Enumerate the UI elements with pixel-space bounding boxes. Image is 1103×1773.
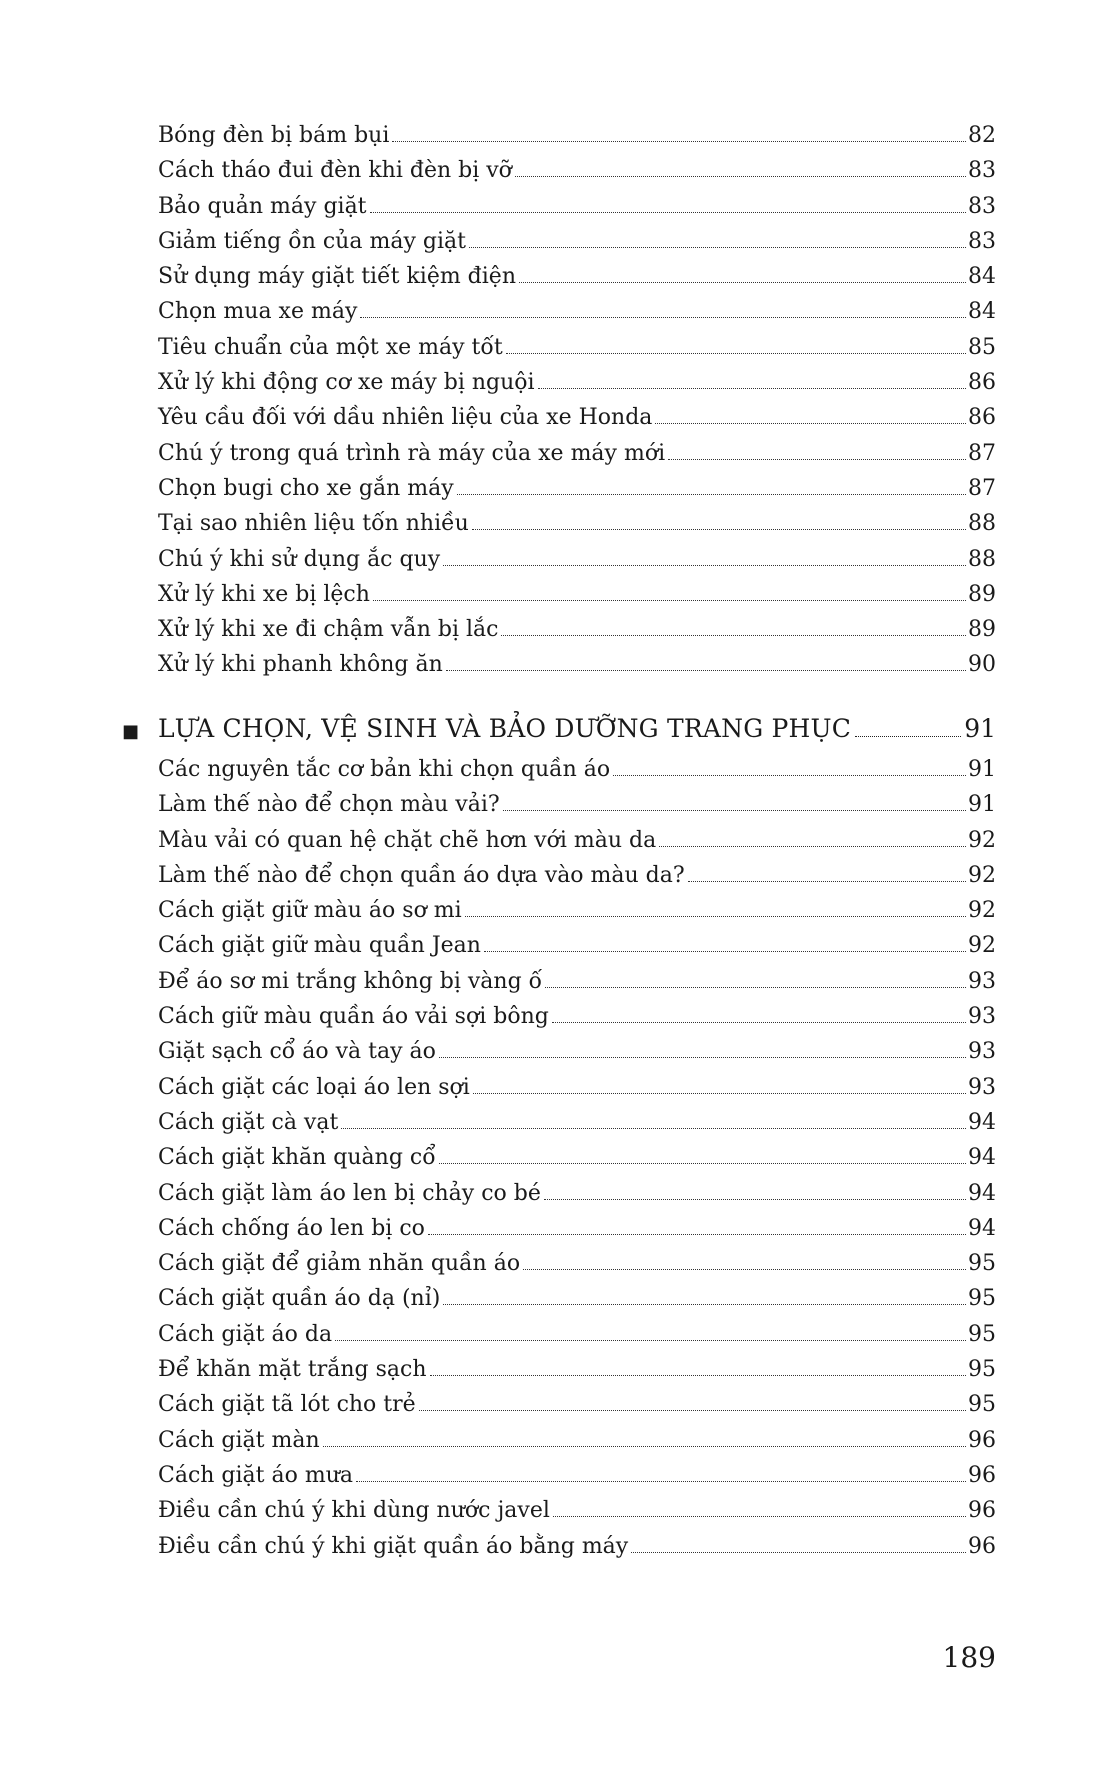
section-heading xyxy=(122,709,996,752)
toc-entry xyxy=(158,1423,996,1458)
toc-entry-title: Xử lý khi xe bị lệch xyxy=(158,581,370,607)
toc-entry xyxy=(158,1140,996,1175)
toc-entry-page: 95 xyxy=(968,1321,996,1347)
toc-entry xyxy=(158,400,996,435)
dot-leader xyxy=(544,1199,966,1200)
toc-entry-page: 94 xyxy=(968,1145,996,1171)
toc-entry xyxy=(158,1281,996,1316)
dot-leader xyxy=(439,1057,966,1058)
toc-entry-title: Cách giặt khăn quàng cổ xyxy=(158,1145,436,1171)
toc-entry-title: Cách giặt làm áo len bị chảy co bé xyxy=(158,1180,541,1206)
toc-entry-page: 85 xyxy=(968,334,996,360)
dot-leader xyxy=(472,529,966,530)
dot-leader xyxy=(506,353,966,354)
toc-entry xyxy=(158,436,996,471)
dot-leader xyxy=(469,247,966,248)
toc-entry-title: Cách tháo đui đèn khi đèn bị vỡ xyxy=(158,158,512,184)
toc-entry xyxy=(158,153,996,188)
toc-entry-title: Bảo quản máy giặt xyxy=(158,193,367,219)
toc-entry-title: Làm thế nào để chọn quần áo dựa vào màu da? xyxy=(158,862,685,888)
dot-leader xyxy=(688,881,966,882)
toc-entry-title: Chọn bugi cho xe gắn máy xyxy=(158,475,454,501)
toc-entry-title: Bóng đèn bị bám bụi xyxy=(158,123,390,148)
toc-entry xyxy=(158,1070,996,1105)
dot-leader xyxy=(430,1375,967,1376)
toc-entry-page: 83 xyxy=(968,193,996,219)
toc-entry xyxy=(158,259,996,294)
toc-entry xyxy=(158,1317,996,1352)
toc-entry-title: Các nguyên tắc cơ bản khi chọn quần áo xyxy=(158,757,611,782)
toc-entry-page: 91 xyxy=(968,792,996,818)
toc-entry xyxy=(158,1034,996,1069)
dot-leader xyxy=(519,282,966,283)
toc-entry xyxy=(158,1387,996,1422)
toc-entry xyxy=(158,365,996,400)
toc-entry xyxy=(158,1211,996,1246)
toc-entry-title: Cách chống áo len bị co xyxy=(158,1215,425,1241)
dot-leader xyxy=(356,1481,966,1482)
dot-leader xyxy=(538,388,966,389)
toc-entry-page: 84 xyxy=(968,264,996,290)
toc-entry-page: 96 xyxy=(968,1533,996,1559)
toc-entry-page: 91 xyxy=(968,757,996,782)
toc-entry-title: Cách giặt giữ màu áo sơ mi xyxy=(158,898,462,924)
dot-leader xyxy=(545,987,966,988)
toc-entry-title: Cách giặt màn xyxy=(158,1427,320,1453)
dot-leader xyxy=(443,1304,966,1305)
toc-entry-title: Điều cần chú ý khi dùng nước javel xyxy=(158,1498,550,1524)
dot-leader xyxy=(855,736,961,737)
toc-entry-title: Cách giặt áo da xyxy=(158,1321,333,1347)
dot-leader xyxy=(335,1340,966,1341)
toc-entry-title: Cách giặt để giảm nhăn quần áo xyxy=(158,1251,521,1277)
toc-entry-page: 94 xyxy=(968,1180,996,1206)
dot-leader xyxy=(392,141,966,142)
square-bullet-icon: ■ xyxy=(122,721,140,742)
dot-leader xyxy=(503,810,966,811)
toc-entry-page: 93 xyxy=(968,1074,996,1100)
toc-entry-title: Để áo sơ mi trắng không bị vàng ố xyxy=(158,968,543,994)
toc-entry-page: 89 xyxy=(968,581,996,607)
toc-entry-title: Chú ý khi sử dụng ắc quy xyxy=(158,546,441,572)
toc-entry-title: Điều cần chú ý khi giặt quần áo bằng máy xyxy=(158,1533,629,1559)
toc-entry-title: Tiêu chuẩn của một xe máy tốt xyxy=(158,334,503,360)
toc-entry-title: Cách giặt tã lót cho trẻ xyxy=(158,1392,416,1418)
toc-entry-page: 87 xyxy=(968,440,996,466)
toc-entry xyxy=(158,647,996,682)
toc-entry-page: 93 xyxy=(968,968,996,994)
toc-entry-title: Để khăn mặt trắng sạch xyxy=(158,1357,427,1383)
toc-list-group-1 xyxy=(158,118,996,683)
toc-entry-title: Làm thế nào để chọn màu vải? xyxy=(158,792,500,818)
toc-entry-title: Cách giặt áo mưa xyxy=(158,1462,354,1488)
dot-leader xyxy=(523,1269,966,1270)
toc-entry xyxy=(158,1176,996,1211)
toc-entry-title: Xử lý khi xe đi chậm vẫn bị lắc xyxy=(158,617,499,643)
toc-entry xyxy=(158,189,996,224)
toc-entry xyxy=(158,577,996,612)
toc-entry xyxy=(158,1246,996,1281)
toc-entry-page: 86 xyxy=(968,370,996,396)
toc-entry-title: Chú ý trong quá trình rà máy của xe máy mới xyxy=(158,440,666,466)
toc-entry xyxy=(158,823,996,858)
toc-entry-page: 92 xyxy=(968,898,996,924)
toc-entry-page: 92 xyxy=(968,862,996,888)
toc-entry-page: 93 xyxy=(968,1004,996,1030)
toc-entry-page: 86 xyxy=(968,405,996,431)
toc-entry xyxy=(158,858,996,893)
page-number: 189 xyxy=(942,1641,996,1674)
toc-entry-title: Yêu cầu đối với dầu nhiên liệu của xe Honda xyxy=(158,405,653,431)
toc-entry-page: 90 xyxy=(968,652,996,678)
toc-entry-page: 88 xyxy=(968,546,996,572)
toc-entry xyxy=(158,224,996,259)
dot-leader xyxy=(655,423,966,424)
dot-leader xyxy=(631,1552,966,1553)
toc-entry xyxy=(158,1529,996,1564)
toc-entry-page: 82 xyxy=(968,123,996,148)
toc-entry-page: 96 xyxy=(968,1462,996,1488)
toc-entry xyxy=(158,787,996,822)
dot-leader xyxy=(323,1446,966,1447)
dot-leader xyxy=(360,317,966,318)
toc-entry-title: Cách giặt các loại áo len sợi xyxy=(158,1074,470,1100)
toc-entry xyxy=(158,1105,996,1140)
toc-entry xyxy=(158,1352,996,1387)
toc-entry-title: Cách giặt cà vạt xyxy=(158,1109,339,1135)
dot-leader xyxy=(613,775,966,776)
toc-entry-title: Cách giặt giữ màu quần Jean xyxy=(158,933,481,959)
dot-leader xyxy=(446,670,966,671)
toc-list-group-2 xyxy=(158,752,996,1564)
toc-entry-page: 83 xyxy=(968,158,996,184)
toc-entry-page: 96 xyxy=(968,1427,996,1453)
toc-entry-title: Tại sao nhiên liệu tốn nhiều xyxy=(158,511,469,537)
toc-entry-page: 84 xyxy=(968,299,996,325)
dot-leader xyxy=(473,1093,966,1094)
toc-entry-title: Chọn mua xe máy xyxy=(158,299,358,325)
toc-entry-page: 87 xyxy=(968,475,996,501)
dot-leader xyxy=(659,846,966,847)
toc-entry-title: Giảm tiếng ồn của máy giặt xyxy=(158,228,466,254)
section-title: LỰA CHỌN, VỆ SINH VÀ BẢO DƯỠNG TRANG PHỤC xyxy=(158,714,852,743)
toc-entry xyxy=(158,964,996,999)
toc-entry-page: 88 xyxy=(968,511,996,537)
toc-entry xyxy=(158,118,996,153)
toc-entry-page: 93 xyxy=(968,1039,996,1065)
toc-entry xyxy=(158,999,996,1034)
toc-entry-title: Cách giặt quần áo dạ (nỉ) xyxy=(158,1286,441,1312)
dot-leader xyxy=(515,176,966,177)
toc-entry xyxy=(158,928,996,963)
toc-entry-page: 95 xyxy=(968,1286,996,1312)
toc-entry xyxy=(158,893,996,928)
toc-entry-title: Màu vải có quan hệ chặt chẽ hơn với màu da xyxy=(158,827,657,853)
toc-entry-page: 96 xyxy=(968,1498,996,1524)
toc-entry-title: Cách giữ màu quần áo vải sợi bông xyxy=(158,1004,549,1030)
toc-entry-title: Sử dụng máy giặt tiết kiệm điện xyxy=(158,264,516,290)
dot-leader xyxy=(428,1234,966,1235)
toc-entry-title: Xử lý khi phanh không ăn xyxy=(158,652,443,678)
dot-leader xyxy=(553,1516,966,1517)
toc-entry xyxy=(158,330,996,365)
toc-entry xyxy=(158,542,996,577)
toc-entry-page: 89 xyxy=(968,617,996,643)
toc-entry xyxy=(158,294,996,329)
dot-leader xyxy=(419,1410,966,1411)
toc-entry-title: Xử lý khi động cơ xe máy bị nguội xyxy=(158,370,535,396)
dot-leader xyxy=(501,635,966,636)
dot-leader xyxy=(373,600,966,601)
section-page-number: 91 xyxy=(964,714,996,743)
toc-entry-page: 92 xyxy=(968,827,996,853)
dot-leader xyxy=(439,1163,966,1164)
toc-entry xyxy=(158,1458,996,1493)
toc-entry xyxy=(158,612,996,647)
toc-entry-page: 95 xyxy=(968,1392,996,1418)
dot-leader xyxy=(668,459,966,460)
toc-entry-page: 95 xyxy=(968,1251,996,1277)
toc-entry-page: 83 xyxy=(968,228,996,254)
toc-entry-page: 94 xyxy=(968,1215,996,1241)
dot-leader xyxy=(465,916,966,917)
dot-leader xyxy=(484,951,966,952)
dot-leader xyxy=(457,494,966,495)
toc-entry-page: 92 xyxy=(968,933,996,959)
toc-entry xyxy=(158,752,996,787)
toc-entry-page: 95 xyxy=(968,1357,996,1383)
toc-entry-page: 94 xyxy=(968,1109,996,1135)
toc-entry-title: Giặt sạch cổ áo và tay áo xyxy=(158,1039,436,1065)
dot-leader xyxy=(341,1128,966,1129)
dot-leader xyxy=(552,1022,966,1023)
dot-leader xyxy=(443,565,966,566)
toc-entry xyxy=(158,1493,996,1528)
toc-entry xyxy=(158,506,996,541)
dot-leader xyxy=(370,212,966,213)
toc-entry xyxy=(158,471,996,506)
